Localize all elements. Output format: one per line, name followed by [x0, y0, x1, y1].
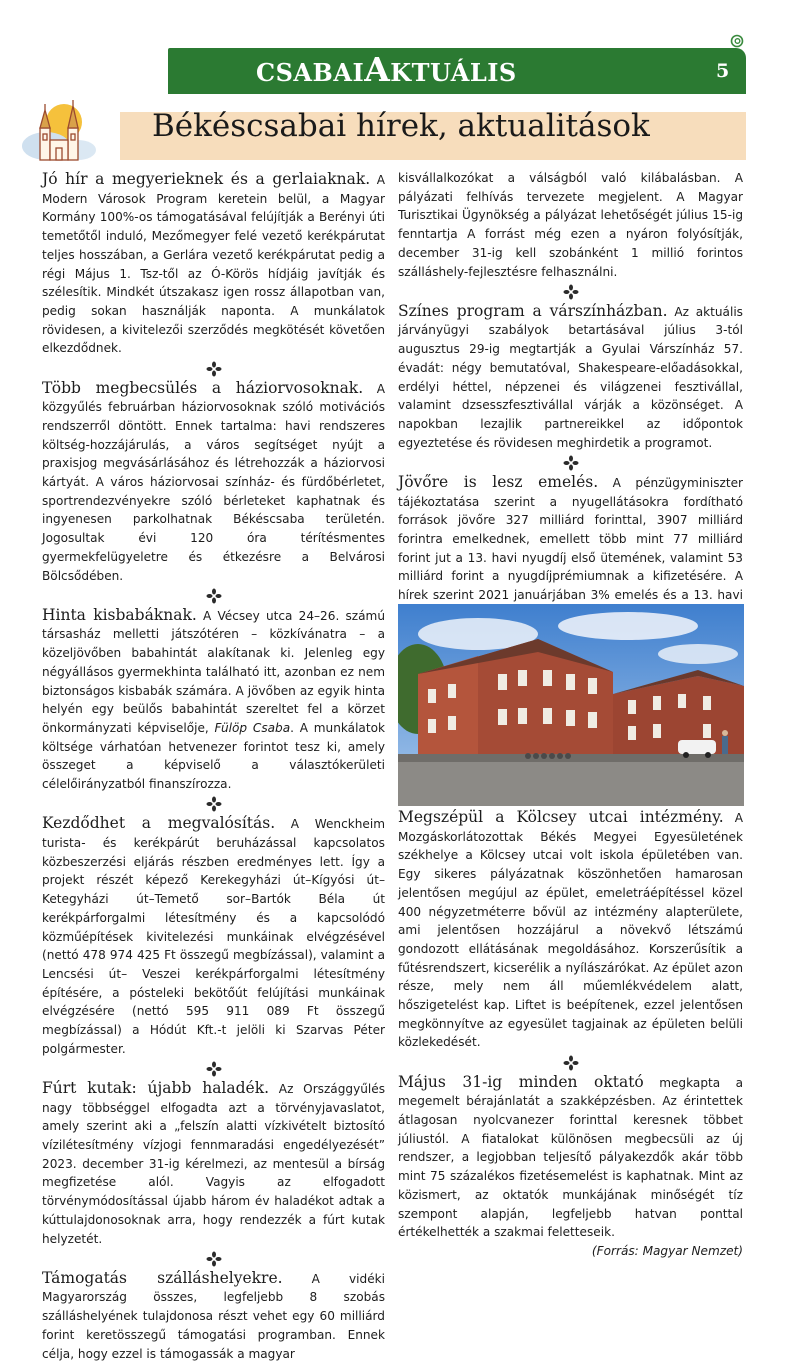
article-body: A közgyűlés februárban háziorvosoknak szóló motivációs rendszerről döntött. Ennek tartalma: havi rendszeres költség-hozzájárulás, a város segítséget nyújt a praxisjog megvásárlásához és létrehozzák a háziorvosi kártyát. A város háziorvosai színház- és fürdőbérletet, sportrendezvényekre szóló bérleteket kaphatnak és ingyenesen parkolhatnak Békéscsaba területén. Jogosultak évi 120 óra térítésmentes gyermekfelügyeletre és étkezésre a Belvárosi Bölcsődében.: [42, 381, 385, 583]
separator-icon: [42, 796, 385, 813]
article-6-start: [42, 1269, 385, 1363]
separator-icon: [42, 360, 385, 377]
swirl-icon: [730, 34, 744, 48]
right-column-bottom: [398, 808, 743, 1261]
article-body: . A munkálatok költsége várhatóan hetvenezer forintot tesz ki, amely összeget a képviselő a választókerületi célelőirányzatból finanszírozza.: [42, 720, 385, 792]
article-body: A pénzügyminiszter tájékoztatása szerint a nyugellátásokra fordítható források jövőre 327 milliárd forinttal, 3907 milliárd forintra emelkednek, emellett több mint 77 milliárd forint jut a 13. havi nyugdíj első ütemének, valamint 53 milliárd forint a nyugdíjprémiumnak a kifizetésére. A hírek szerint 2021 januárjában 3% emelés és a 13. havi: [398, 475, 744, 603]
separator-icon: [398, 454, 743, 471]
separator-icon: [42, 587, 385, 604]
article-title: Május 31-ig minden oktató: [398, 1072, 644, 1091]
article-3: [42, 606, 385, 794]
separator-icon: [398, 283, 743, 300]
article-4: [42, 814, 385, 1058]
town-logo-icon: [20, 98, 100, 168]
building-photo: [398, 604, 744, 806]
magazine-title: CSABAIAKTUÁLIS: [256, 50, 517, 89]
representative-name: Fülöp Csaba: [214, 720, 291, 735]
source-credit: (Forrás: Magyar Nemzet): [591, 1243, 743, 1258]
article-9: [398, 808, 743, 1052]
article-title: Jövőre is lesz emelés.: [398, 472, 599, 491]
article-body-part2: kisvállalkozókat a válságból való kilábalásban. A pályázati felhívás tervezete megjelent. A Magyar Turisztikai Ügynökség a pályázat lehetőségét július 15-ig fenntartja A forrást még ezen a nyáron folyósítják, december 31-ig kell szobánként 1 millió forintos szálláshely-fejlesztésre felhasználni.: [398, 171, 743, 279]
article-title: Színes program a várszínházban.: [398, 301, 668, 320]
separator-icon: [398, 1054, 743, 1071]
article-title: Jó hír a megyerieknek és a gerlaiaknak.: [42, 170, 371, 188]
article-body: A Vécsey utca 24–26. számú társasház melletti játszótéren – közkívánatra – a közeljövőben babahintát alakítanak ki. Jelenleg egy négyállásos gyermekhinta található itt, azonban ez nem biztonságos kisbabák számára. A jövőben az egyik hinta helyén egy beülős babahintát szereltet fel a körzet önkormányzati képviselője,: [42, 608, 385, 735]
page-number: 5: [716, 60, 730, 82]
article-7: [398, 302, 743, 453]
article-10: [398, 1072, 744, 1258]
article-title: Fúrt kutak: újabb haladék.: [42, 1078, 270, 1097]
article-1: [42, 170, 385, 358]
article-5: [42, 1079, 385, 1248]
article-title: Támogatás szálláshelyekre.: [42, 1268, 283, 1287]
article-6-cont: [398, 169, 743, 281]
article-body: Az Országgyűlés nagy többséggel elfogadta azt a törvényjavaslatot, amely szerint aki a „felszín alatti vízkivételt biztosító vízilétesítmény vízjogi fennmaradási engedélyezését” 2023. december 31-ig kérelmezi, az mentesül a bírság megfizetése alól. Vagyis az elfogadott törvénymódosítással újabb három év haladékot adtak a kúttulajdonosoknak arra, hogy rendezzék a fúrt kutak helyzetét.: [42, 1081, 385, 1246]
left-column: [42, 170, 385, 1363]
article-title: Több megbecsülés a háziorvosoknak.: [42, 378, 364, 397]
article-body: A Modern Városok Program keretein belül, a Magyar Kormány 100%-os támogatásával felújítják a Berényi úti temetőtől induló, Mezőmegyer felé vezető kerékpárutat teljes hosszában, a Gerlára vezető kerékpárutat pedig a régi Május 1. Tsz-től az Ó-Körös hídjáig javítják és szélesítik. Mindkét útszakasz igen rossz állapotban van, pedig sokan használják naponta. A munkálatok rövidesen, a kivitelezői szerződés megkötését követően elkezdődnek.: [42, 173, 386, 356]
section-title: Békéscsabai hírek, aktualitások: [152, 108, 650, 144]
article-body: A Wenckheim turista- és kerékpárút beruházással kapcsolatos közbeszerzési eljárás részben eredményes lett. Így a projekt részét képező Kerekegyházi út–Kígyósi út–Ketegyházi út–Temető sor–Bartók Béla út kerékpárforgalmi létesítmény és a kapcsolódó közműépítések kivitelezési munkáinak elvégzésével (nettó 478 974 425 Ft összegű megbízással), valamint a Lencsési út– Veszei kerékpárforgalmi létesítmény építésére, a pósteleki bekötőút felújítási munkáinak elvégzésére (nettó 595 911 089 Ft összegű megbízással) a Hódút Kft.-t jelöli ki Szarvas Péter polgármester.: [42, 817, 385, 1056]
article-2: [42, 379, 385, 586]
separator-icon: [42, 1250, 385, 1267]
article-body: megkapta a megemelt bérajánlatát a szakképzésben. Az érintettek átlagosan nyolcvanezer forinttal keresnek többet júliustól. A fiatalokat különösen megbecsüli az új rendszer, a legjobban teljesítő pályakezdők akár több mint 75 százalékos fizetésemelést is kaphatnak. Mint az közismert, az oktatók munkájának minőségét tíz szempont alapján, legfeljebb hatvan ponttal értékelhették a szakmai feletteseik.: [398, 1075, 744, 1240]
separator-icon: [42, 1060, 385, 1077]
article-title: Hinta kisbabáknak.: [42, 605, 197, 624]
article-body: A Mozgáskorlátozottak Békés Megyei Egyesületének székhelye a Kölcsey utcai volt iskola épületében van. Egy sikeres pályázatnak köszönhetően hamarosan jelentősen megújul az épület, emeletráépítéssel közel 400 négyzetméterre bővül az intézmény alapterülete, ami jelentősen hozzájárul a növekvő létszámú gondozott ellátásának megoldásához. Korszerűsítik a fűtésrendszert, kicserélik a nyílászárókat. Az épület azon része, mely nem áll műemlékvédelem alatt, hőszigetelést kap. Liftet is beépítenek, ezzel jelentősen megkönnyítve az egyesület tagjainak az épületen belüli közlekedését.: [398, 811, 743, 1050]
article-title: Megszépül a Kölcsey utcai intézmény.: [398, 808, 724, 826]
article-title: Kezdődhet a megvalósítás.: [42, 814, 276, 833]
article-body-part1: A vidéki Magyarország összes, legfeljebb 8 szobás szálláshelyének tulajdonosa részt vehet egy 60 milliárd forint keretösszegű támogatási programban. Ennek célja, hogy ezzel is támogassák a magyar: [42, 1271, 385, 1361]
article-body: Az aktuális járványügyi szabályok betartásával július 3-tól augusztus 29-ig megtartják a Gyulai Várszínház 57. évadát: négy bemutatóval, Shakespeare-előadásokkal, erdélyi héttel, népzenei és világzenei fesztivállal, valamint dzsesszfesztivállal várják a közönséget. A napokban lezajlik partnereikkel az időpontok egyeztetése és rövidesen meghirdetik a programot.: [398, 304, 743, 450]
